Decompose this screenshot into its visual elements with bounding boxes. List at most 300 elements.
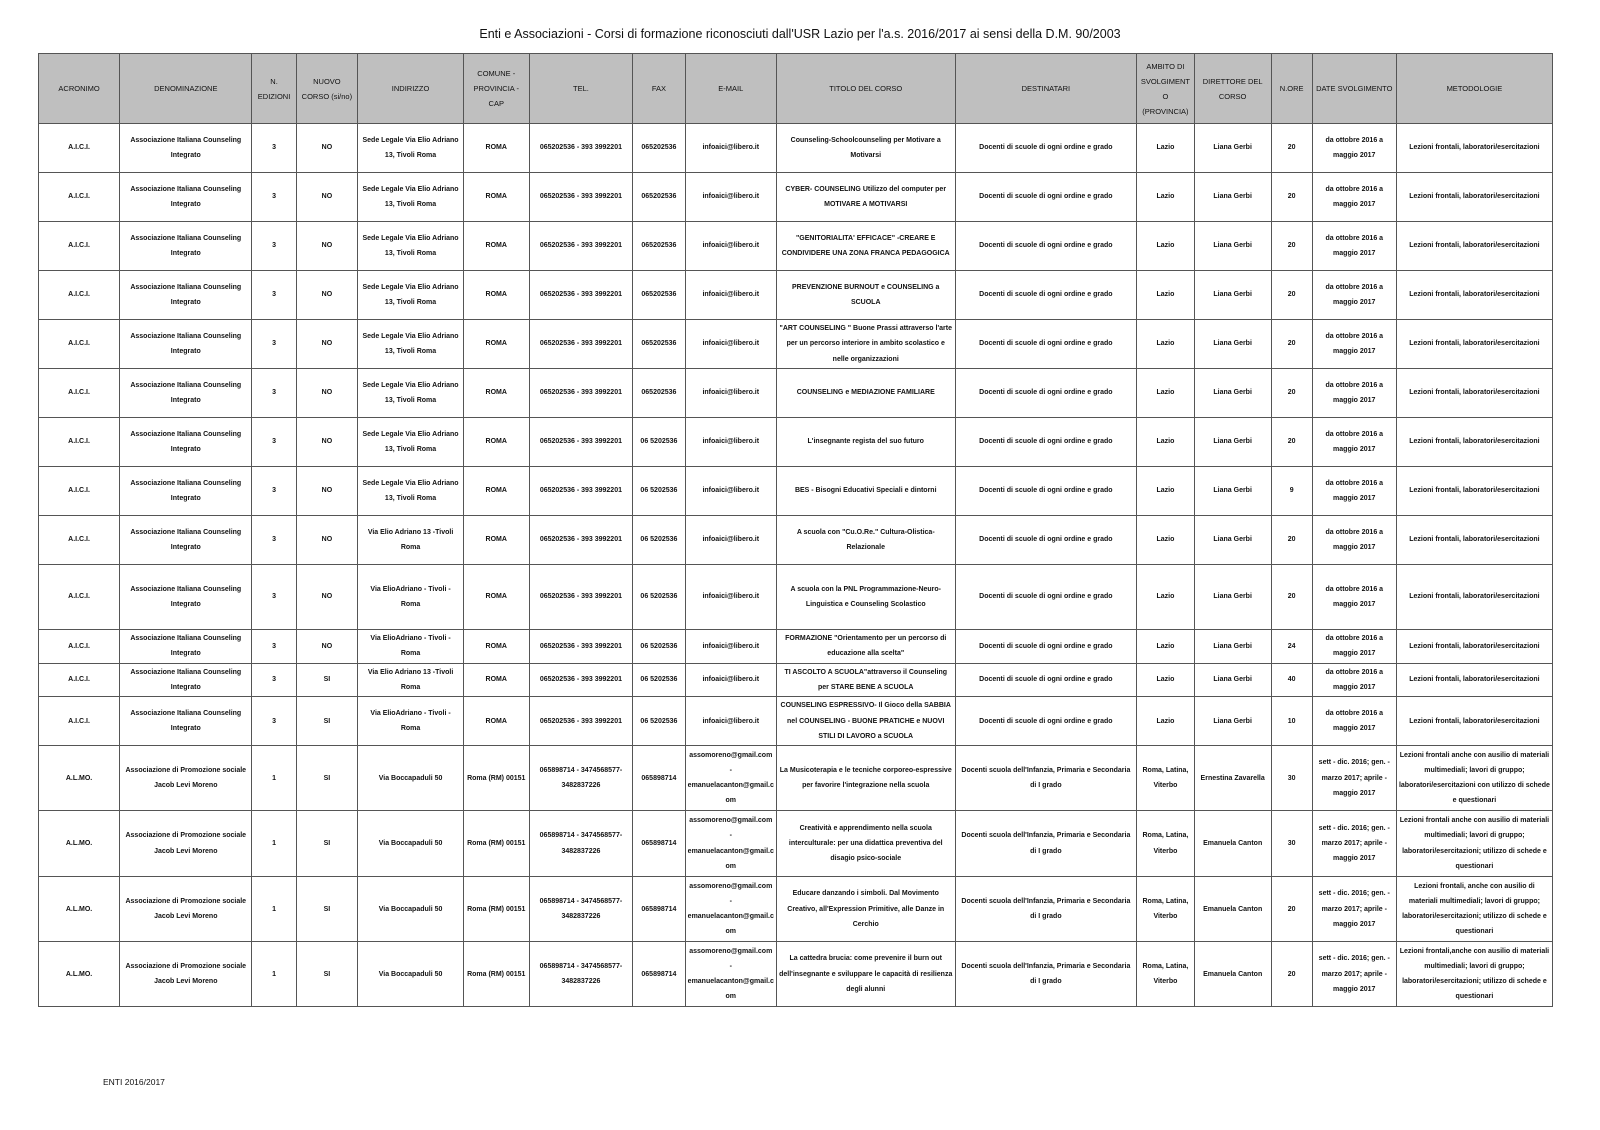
table-cell: 065202536 - 393 3992201 [529, 663, 633, 697]
table-cell: Associazione di Promozione sociale Jacob Levi Moreno [120, 811, 252, 877]
header-cell: DENOMINAZIONE [120, 54, 252, 124]
table-cell: Sede Legale Via Elio Adriano 13, Tivoli Roma [358, 369, 464, 418]
table-cell: Docenti scuola dell'Infanzia, Primaria e Secondaria di I grado [955, 877, 1137, 942]
table-cell: NO [296, 369, 358, 418]
table-cell: SI [296, 697, 358, 746]
table-cell: 3 [252, 630, 296, 664]
table-cell: infoaici@libero.it [685, 697, 776, 746]
table-cell: Lezioni frontali, anche con ausilio di materiali multimediali; lavori di gruppo; laboratori/esercitazioni; utilizzo di schede e questionari [1396, 877, 1552, 942]
table-cell: 065202536 - 393 3992201 [529, 630, 633, 664]
table-cell: A.I.C.I. [39, 467, 120, 516]
table-cell: da ottobre 2016 a maggio 2017 [1312, 418, 1396, 467]
table-cell: 065202536 - 393 3992201 [529, 418, 633, 467]
table-cell: Liana Gerbi [1194, 369, 1271, 418]
table-cell: Docenti scuola dell'Infanzia, Primaria e Secondaria di I grado [955, 942, 1137, 1007]
table-cell: 20 [1271, 369, 1312, 418]
table-cell: ROMA [463, 418, 529, 467]
table-cell: da ottobre 2016 a maggio 2017 [1312, 663, 1396, 697]
table-cell: 20 [1271, 942, 1312, 1007]
table-cell: Docenti di scuole di ogni ordine e grado [955, 320, 1137, 369]
table-cell: 20 [1271, 271, 1312, 320]
table-cell: Roma, Latina, Viterbo [1137, 942, 1194, 1007]
table-cell: 20 [1271, 320, 1312, 369]
table-cell: A.I.C.I. [39, 271, 120, 320]
table-cell: Via Boccapaduli 50 [358, 877, 464, 942]
table-row [39, 516, 1553, 565]
table-cell: assomoreno@gmail.com - emanuelacanton@gmail.com [685, 877, 776, 942]
table-cell: NO [296, 467, 358, 516]
table-row [39, 877, 1553, 942]
table-cell: ROMA [463, 697, 529, 746]
table-cell: 065202536 [633, 369, 685, 418]
table-cell: Docenti di scuole di ogni ordine e grado [955, 124, 1137, 173]
table-cell: Liana Gerbi [1194, 565, 1271, 630]
table-cell: A.L.MO. [39, 942, 120, 1007]
table-cell: La cattedra brucia: come prevenire il burn out dell'insegnante e sviluppare le capacità di resilienza degli alunni [776, 942, 955, 1007]
table-cell: 3 [252, 663, 296, 697]
table-cell: Lezioni frontali, laboratori/esercitazioni [1396, 663, 1552, 697]
table-cell: infoaici@libero.it [685, 516, 776, 565]
table-cell: Associazione Italiana Counseling Integrato [120, 320, 252, 369]
table-cell: A.I.C.I. [39, 222, 120, 271]
table-cell: SI [296, 663, 358, 697]
table-cell: da ottobre 2016 a maggio 2017 [1312, 565, 1396, 630]
table-cell: Sede Legale Via Elio Adriano 13, Tivoli Roma [358, 173, 464, 222]
table-cell: Roma, Latina, Viterbo [1137, 746, 1194, 811]
table-cell: Emanuela Canton [1194, 877, 1271, 942]
table-cell: Docenti di scuole di ogni ordine e grado [955, 467, 1137, 516]
table-cell: A.I.C.I. [39, 663, 120, 697]
table-cell: Via Elio Adriano 13 -Tivoli Roma [358, 663, 464, 697]
header-cell: INDIRIZZO [358, 54, 464, 124]
table-cell: Lazio [1137, 467, 1194, 516]
header-cell: DATE SVOLGIMENTO [1312, 54, 1396, 124]
table-row [39, 663, 1553, 697]
table-cell: 065202536 - 393 3992201 [529, 565, 633, 630]
table-cell: ROMA [463, 320, 529, 369]
table-cell: Via Boccapaduli 50 [358, 746, 464, 811]
table-cell: Docenti di scuole di ogni ordine e grado [955, 369, 1137, 418]
table-cell: 065202536 - 393 3992201 [529, 320, 633, 369]
table-cell: 065898714 [633, 877, 685, 942]
table-cell: A scuola con "Cu.O.Re." Cultura-Olistica-Relazionale [776, 516, 955, 565]
header-cell: AMBITO DI SVOLGIMENTO (PROVINCIA) [1137, 54, 1194, 124]
table-cell: Liana Gerbi [1194, 418, 1271, 467]
table-cell: Liana Gerbi [1194, 222, 1271, 271]
header-row [39, 54, 1553, 124]
table-cell: 065202536 [633, 173, 685, 222]
table-cell: infoaici@libero.it [685, 467, 776, 516]
table-cell: 065898714 - 3474568577- 3482837226 [529, 877, 633, 942]
table-cell: Associazione Italiana Counseling Integrato [120, 222, 252, 271]
table-cell: A.I.C.I. [39, 369, 120, 418]
table-cell: Lezioni frontali, laboratori/esercitazioni [1396, 320, 1552, 369]
table-cell: NO [296, 418, 358, 467]
header-cell: NUOVO CORSO (si/no) [296, 54, 358, 124]
table-cell: 3 [252, 565, 296, 630]
table-cell: Associazione Italiana Counseling Integrato [120, 630, 252, 664]
table-cell: assomoreno@gmail.com - emanuelacanton@gmail.com [685, 811, 776, 877]
table-cell: Associazione Italiana Counseling Integrato [120, 173, 252, 222]
table-cell: Docenti di scuole di ogni ordine e grado [955, 516, 1137, 565]
table-cell: SI [296, 942, 358, 1007]
table-cell: 3 [252, 271, 296, 320]
table-cell: 065898714 - 3474568577- 3482837226 [529, 811, 633, 877]
table-cell: sett - dic. 2016; gen. - marzo 2017; aprile - maggio 2017 [1312, 877, 1396, 942]
table-cell: 20 [1271, 565, 1312, 630]
table-cell: Sede Legale Via Elio Adriano 13, Tivoli Roma [358, 222, 464, 271]
table-cell: 065898714 [633, 811, 685, 877]
table-cell: ROMA [463, 565, 529, 630]
table-cell: Docenti di scuole di ogni ordine e grado [955, 697, 1137, 746]
table-cell: Via ElioAdriano - Tivoli - Roma [358, 565, 464, 630]
table-cell: A.I.C.I. [39, 320, 120, 369]
table-cell: Docenti di scuole di ogni ordine e grado [955, 630, 1137, 664]
table-cell: Roma (RM) 00151 [463, 942, 529, 1007]
table-row [39, 271, 1553, 320]
table-cell: Via Elio Adriano 13 -Tivoli Roma [358, 516, 464, 565]
table-cell: 20 [1271, 516, 1312, 565]
table-cell: ROMA [463, 516, 529, 565]
table-cell: 06 5202536 [633, 565, 685, 630]
table-cell: Lezioni frontali, laboratori/esercitazioni [1396, 467, 1552, 516]
table-row [39, 418, 1553, 467]
table-cell: 065898714 - 3474568577- 3482837226 [529, 746, 633, 811]
table-cell: 065898714 [633, 942, 685, 1007]
table-cell: Lazio [1137, 565, 1194, 630]
table-cell: Sede Legale Via Elio Adriano 13, Tivoli Roma [358, 320, 464, 369]
table-cell: Liana Gerbi [1194, 516, 1271, 565]
table-cell: da ottobre 2016 a maggio 2017 [1312, 320, 1396, 369]
table-cell: Lazio [1137, 663, 1194, 697]
table-cell: A.I.C.I. [39, 418, 120, 467]
table-cell: infoaici@libero.it [685, 222, 776, 271]
table-cell: 20 [1271, 124, 1312, 173]
table-cell: infoaici@libero.it [685, 271, 776, 320]
table-cell: 065202536 - 393 3992201 [529, 369, 633, 418]
table-cell: BES - Bisogni Educativi Speciali e dintorni [776, 467, 955, 516]
table-cell: Lezioni frontali,anche con ausilio di materiali multimediali; lavori di gruppo; laboratori/esercitazioni; utilizzo di schede e questionari [1396, 942, 1552, 1007]
table-cell: Associazione Italiana Counseling Integrato [120, 697, 252, 746]
table-cell: Lazio [1137, 630, 1194, 664]
table-cell: Emanuela Canton [1194, 942, 1271, 1007]
table-cell: NO [296, 271, 358, 320]
table-cell: 30 [1271, 746, 1312, 811]
table-row [39, 630, 1553, 664]
table-cell: Docenti scuola dell'Infanzia, Primaria e Secondaria di I grado [955, 811, 1137, 877]
table-cell: Via Boccapaduli 50 [358, 811, 464, 877]
table-cell: Educare danzando i simboli. Dal Movimento Creativo, all'Expression Primitive, alle Danze in Cerchio [776, 877, 955, 942]
table-cell: 20 [1271, 877, 1312, 942]
table-cell: 065202536 - 393 3992201 [529, 222, 633, 271]
table-cell: NO [296, 222, 358, 271]
table-cell: 1 [252, 746, 296, 811]
table-cell: Lazio [1137, 516, 1194, 565]
table-cell: SI [296, 746, 358, 811]
table-cell: NO [296, 173, 358, 222]
table-cell: 3 [252, 222, 296, 271]
table-cell: 1 [252, 811, 296, 877]
table-cell: da ottobre 2016 a maggio 2017 [1312, 467, 1396, 516]
table-cell: infoaici@libero.it [685, 630, 776, 664]
header-cell: METODOLOGIE [1396, 54, 1552, 124]
table-cell: Lazio [1137, 271, 1194, 320]
table-cell: Lezioni frontali, laboratori/esercitazioni [1396, 271, 1552, 320]
table-cell: A.I.C.I. [39, 565, 120, 630]
table-cell: ROMA [463, 369, 529, 418]
table-cell: 3 [252, 124, 296, 173]
table-cell: da ottobre 2016 a maggio 2017 [1312, 173, 1396, 222]
table-cell: 06 5202536 [633, 697, 685, 746]
table-cell: 3 [252, 320, 296, 369]
table-cell: Docenti scuola dell'Infanzia, Primaria e Secondaria di I grado [955, 746, 1137, 811]
table-cell: Lezioni frontali, laboratori/esercitazioni [1396, 630, 1552, 664]
table-cell: SI [296, 811, 358, 877]
table-cell: da ottobre 2016 a maggio 2017 [1312, 516, 1396, 565]
table-cell: "GENITORIALITA' EFFICACE" -CREARE E CONDIVIDERE UNA ZONA FRANCA PEDAGOGICA [776, 222, 955, 271]
table-cell: Lezioni frontali, laboratori/esercitazioni [1396, 173, 1552, 222]
table-row [39, 697, 1553, 746]
table-row [39, 746, 1553, 811]
table-cell: Roma (RM) 00151 [463, 746, 529, 811]
table-cell: Lezioni frontali, laboratori/esercitazioni [1396, 369, 1552, 418]
table-cell: 10 [1271, 697, 1312, 746]
table-cell: Associazione Italiana Counseling Integrato [120, 124, 252, 173]
table-cell: Liana Gerbi [1194, 271, 1271, 320]
table-cell: Lazio [1137, 369, 1194, 418]
table-cell: NO [296, 630, 358, 664]
table-cell: Lazio [1137, 124, 1194, 173]
table-body [39, 124, 1553, 1007]
table-cell: CYBER- COUNSELING Utilizzo del computer per MOTIVARE A MOTIVARSI [776, 173, 955, 222]
table-cell: 06 5202536 [633, 630, 685, 664]
page-title: Enti e Associazioni - Corsi di formazione riconosciuti dall'USR Lazio per l'a.s. 2016/2017 ai sensi della D.M. 90/2003 [479, 27, 1121, 41]
table-cell: Lezioni frontali, laboratori/esercitazioni [1396, 222, 1552, 271]
table-cell: Roma (RM) 00151 [463, 877, 529, 942]
table-row [39, 369, 1553, 418]
table-cell: sett - dic. 2016; gen. - marzo 2017; aprile - maggio 2017 [1312, 746, 1396, 811]
table-cell: infoaici@libero.it [685, 418, 776, 467]
table-cell: 20 [1271, 418, 1312, 467]
table-row [39, 320, 1553, 369]
table-cell: TI ASCOLTO A SCUOLA"attraverso il Counseling per STARE BENE A SCUOLA [776, 663, 955, 697]
table-cell: Lezioni frontali anche con ausilio di materiali multimediali; lavori di gruppo; laboratori/esercitazioni con utilizzo di schede e questionari [1396, 746, 1552, 811]
table-cell: Via ElioAdriano - Tivoli - Roma [358, 630, 464, 664]
table-cell: A scuola con la PNL Programmazione-Neuro-Linguistica e Counseling Scolastico [776, 565, 955, 630]
table-cell: ROMA [463, 222, 529, 271]
table-cell: Lezioni frontali anche con ausilio di materiali multimediali; lavori di gruppo; laboratori/esercitazioni; utilizzo di schede e questionari [1396, 811, 1552, 877]
table-cell: 3 [252, 467, 296, 516]
table-cell: 065898714 - 3474568577- 3482837226 [529, 942, 633, 1007]
header-cell: N. EDIZIONI [252, 54, 296, 124]
table-cell: NO [296, 516, 358, 565]
table-cell: da ottobre 2016 a maggio 2017 [1312, 630, 1396, 664]
table-row [39, 222, 1553, 271]
table-cell: 40 [1271, 663, 1312, 697]
table-cell: Lezioni frontali, laboratori/esercitazioni [1396, 565, 1552, 630]
table-cell: Associazione di Promozione sociale Jacob Levi Moreno [120, 942, 252, 1007]
table-cell: 3 [252, 418, 296, 467]
table-cell: Liana Gerbi [1194, 173, 1271, 222]
table-cell: Lezioni frontali, laboratori/esercitazioni [1396, 516, 1552, 565]
table-cell: A.L.MO. [39, 877, 120, 942]
table-cell: Associazione Italiana Counseling Integrato [120, 418, 252, 467]
table-cell: ROMA [463, 271, 529, 320]
table-cell: ROMA [463, 124, 529, 173]
table-row [39, 173, 1553, 222]
header-cell: DIRETTORE DEL CORSO [1194, 54, 1271, 124]
table-cell: 3 [252, 369, 296, 418]
table-cell: Associazione di Promozione sociale Jacob Levi Moreno [120, 877, 252, 942]
table-cell: 065202536 [633, 222, 685, 271]
table-cell: assomoreno@gmail.com - emanuelacanton@gmail.com [685, 746, 776, 811]
table-cell: infoaici@libero.it [685, 565, 776, 630]
table-cell: 06 5202536 [633, 418, 685, 467]
table-cell: COUNSELING e MEDIAZIONE FAMILIARE [776, 369, 955, 418]
table-cell: da ottobre 2016 a maggio 2017 [1312, 369, 1396, 418]
table-cell: 06 5202536 [633, 467, 685, 516]
table-cell: infoaici@libero.it [685, 663, 776, 697]
table-cell: Docenti di scuole di ogni ordine e grado [955, 663, 1137, 697]
table-cell: Liana Gerbi [1194, 697, 1271, 746]
table-cell: 065898714 [633, 746, 685, 811]
table-cell: L'insegnante regista del suo futuro [776, 418, 955, 467]
table-row [39, 942, 1553, 1007]
table-cell: Lazio [1137, 320, 1194, 369]
table-cell: 1 [252, 877, 296, 942]
table-cell: 9 [1271, 467, 1312, 516]
table-cell: 3 [252, 173, 296, 222]
table-cell: Counseling-Schoolcounseling per Motivare a Motivarsi [776, 124, 955, 173]
table-cell: 3 [252, 697, 296, 746]
table-cell: Creatività e apprendimento nella scuola interculturale: per una didattica preventiva del disagio psico-sociale [776, 811, 955, 877]
table-cell: Roma, Latina, Viterbo [1137, 877, 1194, 942]
table-cell: ROMA [463, 663, 529, 697]
table-cell: Emanuela Canton [1194, 811, 1271, 877]
table-cell: Roma (RM) 00151 [463, 811, 529, 877]
table-cell: PREVENZIONE BURNOUT e COUNSELING a SCUOLA [776, 271, 955, 320]
table-cell: Ernestina Zavarella [1194, 746, 1271, 811]
table-cell: A.I.C.I. [39, 173, 120, 222]
table-cell: Sede Legale Via Elio Adriano 13, Tivoli Roma [358, 418, 464, 467]
table-cell: A.L.MO. [39, 811, 120, 877]
table-cell: A.I.C.I. [39, 516, 120, 565]
table-cell: Liana Gerbi [1194, 320, 1271, 369]
header-cell: ACRONIMO [39, 54, 120, 124]
table-cell: A.I.C.I. [39, 124, 120, 173]
table-cell: sett - dic. 2016; gen. - marzo 2017; aprile - maggio 2017 [1312, 811, 1396, 877]
table-cell: 06 5202536 [633, 516, 685, 565]
table-cell: 065202536 - 393 3992201 [529, 697, 633, 746]
table-cell: 20 [1271, 173, 1312, 222]
table-cell: ROMA [463, 630, 529, 664]
courses-table [38, 53, 1553, 1007]
table-cell: Associazione Italiana Counseling Integrato [120, 663, 252, 697]
table-cell: Associazione Italiana Counseling Integrato [120, 565, 252, 630]
table-cell: 065202536 [633, 320, 685, 369]
table-cell: NO [296, 320, 358, 369]
table-cell: da ottobre 2016 a maggio 2017 [1312, 124, 1396, 173]
table-cell: Roma, Latina, Viterbo [1137, 811, 1194, 877]
table-cell: Docenti di scuole di ogni ordine e grado [955, 222, 1137, 271]
table-cell: Sede Legale Via Elio Adriano 13, Tivoli Roma [358, 124, 464, 173]
table-cell: NO [296, 565, 358, 630]
table-cell: Lazio [1137, 697, 1194, 746]
table-row [39, 124, 1553, 173]
table-cell: ROMA [463, 467, 529, 516]
table-cell: Liana Gerbi [1194, 630, 1271, 664]
table-cell: 065202536 - 393 3992201 [529, 271, 633, 320]
table-cell: Lazio [1137, 173, 1194, 222]
table-cell: Via ElioAdriano - Tivoli - Roma [358, 697, 464, 746]
header-cell: TEL. [529, 54, 633, 124]
header-cell: DESTINATARI [955, 54, 1137, 124]
header-cell: N.ORE [1271, 54, 1312, 124]
table-cell: da ottobre 2016 a maggio 2017 [1312, 222, 1396, 271]
table-cell: A.L.MO. [39, 746, 120, 811]
table-cell: 1 [252, 942, 296, 1007]
table-cell: Liana Gerbi [1194, 124, 1271, 173]
table-cell: 20 [1271, 222, 1312, 271]
table-cell: SI [296, 877, 358, 942]
table-cell: Docenti di scuole di ogni ordine e grado [955, 418, 1137, 467]
table-row [39, 467, 1553, 516]
table-cell: 06 5202536 [633, 663, 685, 697]
table-cell: 3 [252, 516, 296, 565]
table-cell: 065202536 - 393 3992201 [529, 467, 633, 516]
table-cell: infoaici@libero.it [685, 173, 776, 222]
table-cell: 065202536 - 393 3992201 [529, 516, 633, 565]
header-cell: E-MAIL [685, 54, 776, 124]
table-cell: "ART COUNSELING " Buone Prassi attraverso l'arte per un percorso interiore in ambito scolastico e nelle organizzazioni [776, 320, 955, 369]
table-cell: Associazione di Promozione sociale Jacob Levi Moreno [120, 746, 252, 811]
table-cell: Docenti di scuole di ogni ordine e grado [955, 565, 1137, 630]
table-cell: 065202536 [633, 271, 685, 320]
table-cell: sett - dic. 2016; gen. - marzo 2017; aprile - maggio 2017 [1312, 942, 1396, 1007]
table-cell: Via Boccapaduli 50 [358, 942, 464, 1007]
table-cell: Sede Legale Via Elio Adriano 13, Tivoli Roma [358, 467, 464, 516]
table-cell: Lezioni frontali, laboratori/esercitazioni [1396, 124, 1552, 173]
table-cell: NO [296, 124, 358, 173]
table-cell: Docenti di scuole di ogni ordine e grado [955, 173, 1137, 222]
table-cell: COUNSELING ESPRESSIVO- Il Gioco della SABBIA nel COUNSELING - BUONE PRATICHE e NUOVI STILI DI LAVORO a SCUOLA [776, 697, 955, 746]
table-cell: Sede Legale Via Elio Adriano 13, Tivoli Roma [358, 271, 464, 320]
table-cell: da ottobre 2016 a maggio 2017 [1312, 697, 1396, 746]
header-cell: FAX [633, 54, 685, 124]
table-cell: Docenti di scuole di ogni ordine e grado [955, 271, 1137, 320]
table-row [39, 565, 1553, 630]
table-cell: A.I.C.I. [39, 697, 120, 746]
table-cell: ROMA [463, 173, 529, 222]
table-cell: da ottobre 2016 a maggio 2017 [1312, 271, 1396, 320]
table-cell: assomoreno@gmail.com - emanuelacanton@gmail.com [685, 942, 776, 1007]
table-cell: Liana Gerbi [1194, 467, 1271, 516]
table-cell: Lazio [1137, 222, 1194, 271]
table-cell: A.I.C.I. [39, 630, 120, 664]
table-cell: Liana Gerbi [1194, 663, 1271, 697]
table-cell: FORMAZIONE "Orientamento per un percorso di educazione alla scelta" [776, 630, 955, 664]
table-cell: La Musicoterapia e le tecniche corporeo-espressive per favorire l'integrazione nella scuola [776, 746, 955, 811]
table-cell: Lazio [1137, 418, 1194, 467]
header-cell: COMUNE - PROVINCIA - CAP [463, 54, 529, 124]
table-cell: 065202536 - 393 3992201 [529, 173, 633, 222]
table-cell: Lezioni frontali, laboratori/esercitazioni [1396, 418, 1552, 467]
table-cell: Associazione Italiana Counseling Integrato [120, 369, 252, 418]
table-cell: 065202536 - 393 3992201 [529, 124, 633, 173]
table-cell: 30 [1271, 811, 1312, 877]
table-cell: 24 [1271, 630, 1312, 664]
table-cell: Associazione Italiana Counseling Integrato [120, 516, 252, 565]
